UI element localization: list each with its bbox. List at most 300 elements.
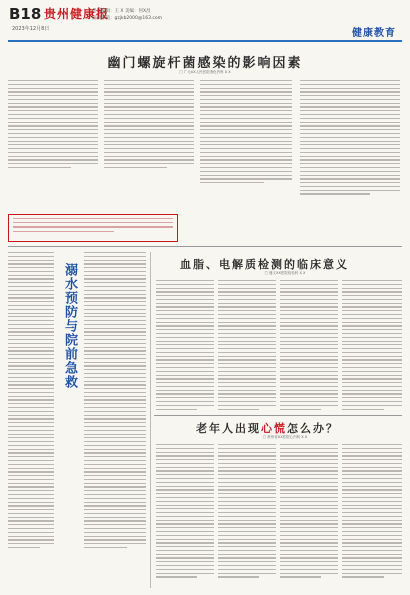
text-line	[342, 405, 402, 406]
text-line	[104, 125, 194, 126]
text-line	[156, 318, 214, 319]
text-line	[300, 99, 400, 100]
text-line	[8, 441, 54, 442]
text-line	[8, 156, 98, 157]
text-line	[218, 501, 276, 502]
text-line	[84, 434, 146, 435]
text-line	[156, 508, 214, 509]
text-line	[342, 554, 402, 555]
text-line	[156, 505, 214, 506]
text-line	[200, 80, 292, 81]
text-line	[342, 401, 402, 402]
text-line	[342, 325, 402, 326]
text-line	[280, 557, 338, 558]
text-line	[8, 399, 54, 400]
article-column	[104, 80, 194, 171]
note-line	[13, 226, 173, 227]
text-line	[84, 309, 146, 310]
text-line	[84, 275, 146, 276]
title-part: 老年人出现	[196, 422, 261, 435]
text-line	[156, 573, 214, 574]
text-line	[218, 546, 276, 547]
article-column	[200, 80, 292, 186]
text-line	[8, 486, 54, 487]
text-line	[280, 523, 338, 524]
text-line	[218, 561, 276, 562]
text-line	[8, 381, 54, 382]
text-line	[300, 80, 400, 81]
text-line	[8, 464, 54, 465]
text-line	[342, 527, 402, 528]
text-line	[342, 393, 402, 394]
text-line	[300, 103, 400, 104]
text-line	[218, 512, 276, 513]
text-line	[280, 314, 338, 315]
text-line	[8, 445, 54, 446]
text-line	[342, 501, 402, 502]
text-line	[156, 310, 214, 311]
text-line	[300, 163, 400, 164]
text-line	[8, 384, 54, 385]
text-line	[8, 396, 54, 397]
text-line	[84, 252, 146, 253]
text-line	[8, 377, 54, 378]
text-line	[156, 390, 214, 391]
text-line	[218, 390, 276, 391]
text-line	[8, 114, 98, 115]
text-line	[156, 520, 214, 521]
text-line	[104, 110, 194, 111]
text-line	[200, 152, 292, 153]
text-line	[8, 278, 54, 279]
issue-date: 2023年12月8日	[12, 26, 50, 32]
text-line	[342, 505, 402, 506]
text-line	[200, 110, 292, 111]
text-line	[218, 371, 276, 372]
text-line	[218, 333, 276, 334]
text-line	[8, 286, 54, 287]
text-line	[8, 88, 98, 89]
text-line	[280, 325, 338, 326]
text-line	[342, 523, 402, 524]
text-line	[280, 306, 338, 307]
text-line	[84, 365, 146, 366]
text-line	[218, 325, 276, 326]
text-line	[342, 303, 402, 304]
text-line	[342, 531, 402, 532]
text-line	[218, 478, 276, 479]
text-line	[200, 125, 292, 126]
text-line	[280, 463, 338, 464]
text-line	[104, 84, 194, 85]
text-line	[156, 359, 214, 360]
text-line	[218, 489, 276, 490]
text-line	[342, 284, 402, 285]
text-line	[218, 573, 276, 574]
text-line	[342, 550, 402, 551]
text-line	[8, 347, 54, 348]
text-line	[8, 460, 54, 461]
text-line	[156, 401, 214, 402]
text-line	[8, 411, 54, 412]
text-line	[280, 299, 338, 300]
text-line	[84, 256, 146, 257]
article-column	[342, 444, 402, 580]
text-line	[280, 508, 338, 509]
text-line	[218, 482, 276, 483]
text-line	[156, 539, 214, 540]
text-line	[8, 539, 54, 540]
text-line	[200, 144, 292, 145]
text-line	[342, 539, 402, 540]
text-line	[218, 310, 276, 311]
text-line	[156, 531, 214, 532]
text-line	[280, 337, 338, 338]
text-line	[200, 141, 292, 142]
text-line	[8, 543, 54, 544]
text-line	[104, 122, 194, 123]
text-line	[218, 470, 276, 471]
text-line	[156, 409, 197, 410]
text-line	[342, 382, 402, 383]
text-line	[8, 418, 54, 419]
text-line	[342, 295, 402, 296]
text-line	[342, 482, 402, 483]
section-divider	[154, 415, 402, 416]
text-line	[156, 459, 214, 460]
text-line	[280, 512, 338, 513]
text-line	[8, 290, 54, 291]
text-line	[8, 316, 54, 317]
text-line	[84, 498, 146, 499]
text-line	[280, 501, 338, 502]
text-line	[84, 278, 146, 279]
text-line	[8, 471, 54, 472]
text-line	[300, 190, 400, 191]
text-line	[104, 148, 194, 149]
text-line	[280, 322, 338, 323]
text-line	[218, 386, 276, 387]
text-line	[156, 557, 214, 558]
text-line	[300, 133, 400, 134]
text-line	[218, 306, 276, 307]
text-line	[104, 103, 194, 104]
text-line	[104, 156, 194, 157]
text-line	[8, 524, 54, 525]
text-line	[218, 352, 276, 353]
text-line	[300, 159, 400, 160]
text-line	[200, 91, 292, 92]
text-line	[300, 186, 400, 187]
text-line	[280, 486, 338, 487]
text-line	[218, 284, 276, 285]
text-line	[342, 367, 402, 368]
text-line	[8, 305, 54, 306]
text-line	[156, 493, 214, 494]
text-line	[8, 452, 54, 453]
text-line	[280, 329, 338, 330]
text-line	[8, 449, 54, 450]
text-line	[84, 403, 146, 404]
text-line	[200, 106, 292, 107]
text-line	[156, 516, 214, 517]
text-line	[280, 542, 338, 543]
article-column	[218, 280, 276, 412]
text-line	[104, 159, 194, 160]
article-column	[156, 444, 214, 580]
text-line	[156, 378, 214, 379]
text-line	[104, 88, 194, 89]
text-line	[8, 426, 54, 427]
text-line	[218, 393, 276, 394]
text-line	[218, 356, 276, 357]
text-line	[84, 415, 146, 416]
text-line	[84, 331, 146, 332]
paper-name: 贵州健康报	[44, 7, 110, 21]
text-line	[300, 193, 370, 194]
text-line	[84, 305, 146, 306]
text-line	[200, 163, 292, 164]
masthead-rule	[8, 40, 402, 42]
text-line	[280, 291, 338, 292]
text-line	[218, 359, 276, 360]
text-line	[8, 110, 98, 111]
text-line	[200, 114, 292, 115]
text-line	[218, 375, 276, 376]
text-line	[8, 95, 98, 96]
text-line	[280, 405, 338, 406]
text-line	[342, 356, 402, 357]
text-line	[84, 532, 146, 533]
text-line	[280, 371, 338, 372]
text-line	[280, 344, 338, 345]
text-line	[84, 263, 146, 264]
text-line	[300, 175, 400, 176]
text-line	[280, 348, 338, 349]
text-line	[8, 137, 98, 138]
text-line	[342, 486, 402, 487]
text-line	[218, 344, 276, 345]
text-line	[156, 405, 214, 406]
text-line	[8, 309, 54, 310]
text-line	[8, 498, 54, 499]
text-line	[8, 354, 54, 355]
text-line	[280, 375, 338, 376]
text-line	[8, 252, 54, 253]
page-number: B18	[9, 5, 42, 23]
text-line	[104, 152, 194, 153]
text-line	[8, 475, 54, 476]
text-line	[8, 494, 54, 495]
text-line	[8, 483, 54, 484]
text-line	[200, 118, 292, 119]
text-line	[342, 397, 402, 398]
text-line	[342, 329, 402, 330]
text-line	[156, 569, 214, 570]
text-line	[280, 505, 338, 506]
text-line	[280, 310, 338, 311]
text-line	[200, 175, 292, 176]
text-line	[84, 316, 146, 317]
text-line	[84, 347, 146, 348]
text-line	[218, 452, 276, 453]
article-byline: □ 遵义XX医院检验科 X X	[264, 271, 306, 275]
text-line	[218, 401, 276, 402]
text-line	[342, 409, 384, 410]
text-line	[84, 282, 146, 283]
text-line	[218, 463, 276, 464]
text-line	[84, 297, 146, 298]
text-line	[84, 407, 146, 408]
text-line	[280, 341, 338, 342]
note-line	[13, 218, 173, 219]
text-line	[280, 527, 338, 528]
text-line	[280, 367, 338, 368]
text-line	[218, 493, 276, 494]
text-line	[280, 378, 338, 379]
text-line	[84, 517, 146, 518]
text-line	[8, 362, 54, 363]
text-line	[156, 352, 214, 353]
text-line	[218, 531, 276, 532]
text-line	[342, 463, 402, 464]
text-line	[218, 539, 276, 540]
text-line	[104, 141, 194, 142]
text-line	[8, 468, 54, 469]
text-line	[218, 535, 276, 536]
text-line	[8, 373, 54, 374]
text-line	[342, 390, 402, 391]
text-line	[84, 286, 146, 287]
text-line	[280, 569, 338, 570]
text-line	[280, 401, 338, 402]
text-line	[342, 322, 402, 323]
text-line	[104, 129, 194, 130]
text-line	[300, 95, 400, 96]
text-line	[156, 546, 214, 547]
text-line	[8, 456, 54, 457]
text-line	[200, 95, 292, 96]
text-line	[8, 536, 54, 537]
text-line	[156, 280, 214, 281]
text-line	[84, 437, 146, 438]
text-line	[218, 459, 276, 460]
text-line	[8, 152, 98, 153]
text-line	[8, 282, 54, 283]
text-line	[84, 350, 146, 351]
article-column	[8, 80, 98, 171]
text-line	[156, 344, 214, 345]
text-line	[280, 386, 338, 387]
text-line	[84, 377, 146, 378]
text-line	[280, 393, 338, 394]
text-line	[342, 474, 402, 475]
text-line	[8, 159, 98, 160]
text-line	[218, 382, 276, 383]
text-line	[156, 444, 214, 445]
text-line	[84, 392, 146, 393]
text-line	[218, 486, 276, 487]
text-line	[84, 384, 146, 385]
text-line	[156, 382, 214, 383]
text-line	[218, 444, 276, 445]
text-line	[8, 129, 98, 130]
text-line	[218, 280, 276, 281]
text-line	[8, 118, 98, 119]
text-line	[280, 284, 338, 285]
text-line	[156, 393, 214, 394]
text-line	[300, 84, 400, 85]
text-line	[342, 452, 402, 453]
text-line	[156, 325, 214, 326]
text-line	[300, 122, 400, 123]
text-line	[218, 397, 276, 398]
text-line	[342, 520, 402, 521]
text-line	[156, 474, 214, 475]
text-line	[342, 337, 402, 338]
text-line	[8, 84, 98, 85]
text-line	[342, 314, 402, 315]
text-line	[104, 133, 194, 134]
text-line	[280, 390, 338, 391]
text-line	[200, 129, 292, 130]
text-line	[156, 489, 214, 490]
text-line	[156, 329, 214, 330]
text-line	[342, 508, 402, 509]
text-line	[342, 546, 402, 547]
text-line	[8, 275, 54, 276]
text-line	[280, 397, 338, 398]
text-line	[8, 509, 54, 510]
text-line	[8, 122, 98, 123]
text-line	[280, 303, 338, 304]
text-line	[200, 148, 292, 149]
text-line	[84, 464, 146, 465]
editor-line: 责任编辑：王 X 美编：何X昌	[92, 9, 151, 14]
text-line	[218, 363, 276, 364]
text-line	[280, 576, 321, 577]
text-line	[156, 478, 214, 479]
text-line	[84, 396, 146, 397]
text-line	[218, 497, 276, 498]
text-line	[300, 118, 400, 119]
text-line	[8, 144, 98, 145]
text-line	[280, 280, 338, 281]
text-line	[342, 489, 402, 490]
text-line	[300, 91, 400, 92]
text-line	[280, 352, 338, 353]
text-line	[156, 565, 214, 566]
text-line	[8, 343, 54, 344]
text-line	[342, 344, 402, 345]
text-line	[280, 288, 338, 289]
text-line	[84, 539, 146, 540]
text-line	[342, 557, 402, 558]
text-line	[84, 381, 146, 382]
text-line	[156, 356, 214, 357]
text-line	[218, 367, 276, 368]
text-line	[84, 328, 146, 329]
article-column	[300, 80, 400, 197]
text-line	[300, 114, 400, 115]
text-line	[218, 329, 276, 330]
text-line	[156, 455, 214, 456]
text-line	[8, 358, 54, 359]
text-line	[8, 167, 71, 168]
text-line	[156, 576, 197, 577]
text-line	[156, 463, 214, 464]
text-line	[300, 129, 400, 130]
